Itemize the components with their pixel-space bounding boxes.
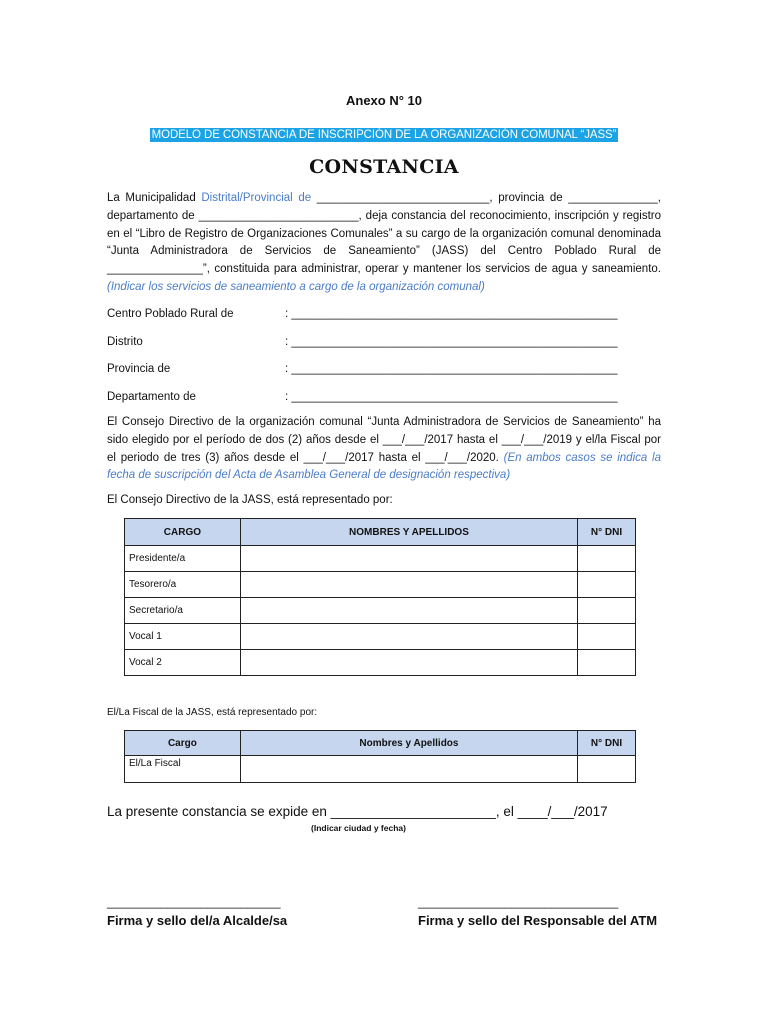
field-blank: : ___________________________________________________ bbox=[285, 336, 618, 348]
name-cell[interactable] bbox=[240, 624, 577, 650]
signature-label-mayor: Firma y sello del/a Alcalde/sa bbox=[107, 913, 288, 928]
intro-text-body: ___________________________, provincia de ______________, departamento de _________________________, deja constancia del reconocimiento, inscripción y registro en el “Libro de Registro de Organizaciones Comunales” a su cargo de la organización comunal denominada “Junta Administradora de Servicios de Saneamiento” (JASS) del Centro Poblado Rural de _______________”, constituida para administrar, operar y mantener los servicios de agua y saneamiento. bbox=[107, 192, 661, 276]
table-row bbox=[125, 650, 636, 676]
cargo-cell: Secretario/a bbox=[125, 598, 241, 624]
intro-paragraph bbox=[107, 190, 661, 297]
name-cell[interactable] bbox=[240, 546, 577, 572]
signature-line-mayor: __________________________ bbox=[107, 895, 281, 909]
column-header-nombres: Nombres y Apellidos bbox=[240, 731, 577, 756]
table-header-row bbox=[125, 731, 636, 756]
dni-cell[interactable] bbox=[578, 598, 636, 624]
dni-cell[interactable] bbox=[578, 650, 636, 676]
council-text: El Consejo Directivo de la organización comunal “Junta Administradora de Servicios de Saneamiento” ha sido elegido por el período de dos (2) años desde el ___/___/2017 hasta el ___/___/2019 y el/la Fiscal por el periodo de tres (3) años desde el ___/___/2017 hasta el ___/___/2020. bbox=[107, 416, 661, 464]
name-cell[interactable] bbox=[240, 572, 577, 598]
document-title: CONSTANCIA bbox=[309, 156, 459, 178]
field-label: Departamento de bbox=[107, 391, 196, 403]
intro-text-start: La Municipalidad bbox=[107, 192, 202, 204]
cargo-cell: Tesorero/a bbox=[125, 572, 241, 598]
signature-line-atm: ______________________________ bbox=[418, 895, 619, 909]
issue-note: (Indicar ciudad y fecha) bbox=[311, 823, 406, 833]
model-title: MODELO DE CONSTANCIA DE INSCRIPCIÓN DE LA ORGANIZACIÓN COMUNAL “JASS” bbox=[151, 129, 617, 141]
column-header-cargo: CARGO bbox=[125, 519, 241, 546]
table-row bbox=[125, 572, 636, 598]
field-blank: : ___________________________________________________ bbox=[285, 391, 618, 403]
annex-number: Anexo N° 10 bbox=[345, 93, 422, 108]
signature-label-atm: Firma y sello del Responsable del ATM bbox=[418, 913, 658, 928]
table-row bbox=[125, 546, 636, 572]
field-blank: : ___________________________________________________ bbox=[285, 308, 618, 320]
name-cell[interactable] bbox=[240, 756, 577, 783]
dni-cell[interactable] bbox=[578, 546, 636, 572]
field-label: Centro Poblado Rural de bbox=[107, 308, 234, 320]
table-row bbox=[125, 598, 636, 624]
dni-cell[interactable] bbox=[578, 756, 636, 783]
council-paragraph bbox=[107, 414, 661, 485]
model-title-wrapper bbox=[0, 125, 768, 143]
table-row bbox=[125, 756, 636, 783]
table-row bbox=[125, 624, 636, 650]
intro-note: (Indicar los servicios de saneamiento a cargo de la organización comunal) bbox=[107, 280, 485, 293]
field-label: Provincia de bbox=[107, 363, 171, 375]
council-represented-label: El Consejo Directivo de la JASS, está representado por: bbox=[107, 494, 393, 506]
council-table bbox=[124, 518, 636, 676]
cargo-cell: El/La Fiscal bbox=[125, 756, 241, 783]
column-header-dni: N° DNI bbox=[578, 731, 636, 756]
cargo-cell: Vocal 1 bbox=[125, 624, 241, 650]
table-header-row bbox=[125, 519, 636, 546]
column-header-cargo: Cargo bbox=[125, 731, 241, 756]
column-header-dni: N° DNI bbox=[578, 519, 636, 546]
field-blank: : ___________________________________________________ bbox=[285, 363, 618, 375]
fiscal-represented-label: El/La Fiscal de la JASS, está representado por: bbox=[107, 707, 318, 718]
cargo-cell: Vocal 2 bbox=[125, 650, 241, 676]
issue-statement: La presente constancia se expide en ______________________, el ____/___/2017 bbox=[107, 804, 608, 819]
column-header-nombres: NOMBRES Y APELLIDOS bbox=[240, 519, 577, 546]
fiscal-table bbox=[124, 730, 636, 783]
field-label: Distrito bbox=[107, 336, 143, 348]
dni-cell[interactable] bbox=[578, 572, 636, 598]
cargo-cell: Presidente/a bbox=[125, 546, 241, 572]
dni-cell[interactable] bbox=[578, 624, 636, 650]
name-cell[interactable] bbox=[240, 598, 577, 624]
name-cell[interactable] bbox=[240, 650, 577, 676]
council-note: (En ambos casos se indica la fecha de suscripción del Acta de Asamblea General de designación respectiva) bbox=[107, 451, 661, 482]
intro-municipality-type: Distrital/Provincial de bbox=[201, 192, 312, 204]
